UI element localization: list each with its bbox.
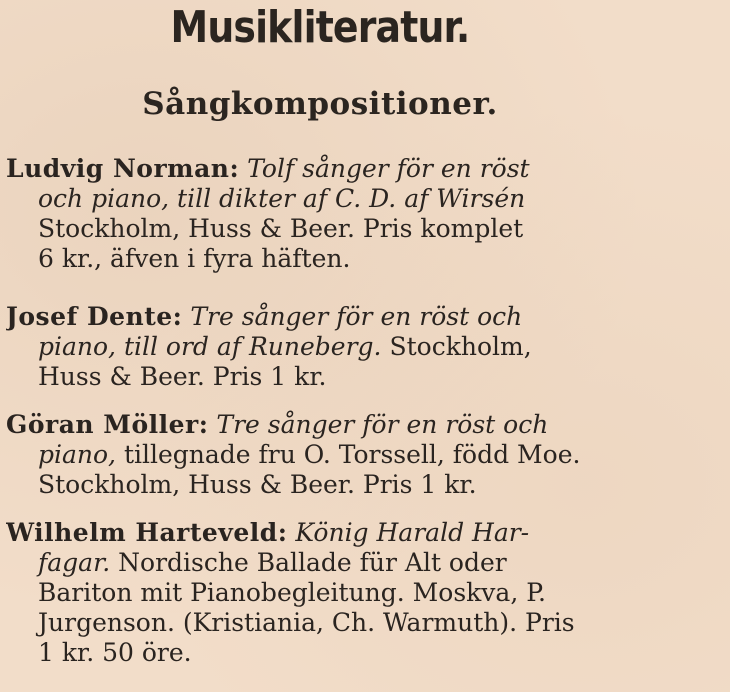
publisher-info: Jurgenson. (Kristiania, Ch. Warmuth). Pris <box>38 608 575 637</box>
entry-line <box>6 184 722 214</box>
entry-line <box>6 154 722 184</box>
listing-entry-norman <box>6 154 722 274</box>
price-info: Stockholm, Huss & Beer. Pris 1 kr. <box>38 470 477 499</box>
publisher-info: Stockholm, Huss & Beer. Pris komplet <box>38 214 524 243</box>
work-title: piano, till ord af Runeberg. <box>38 332 382 361</box>
work-title: Tre sånger för en röst och <box>216 410 549 439</box>
entry-line <box>6 410 722 440</box>
entry-line <box>6 638 722 668</box>
publisher-info: Stockholm, <box>389 332 532 361</box>
composer-name: Göran Möller: <box>6 410 209 439</box>
description-info: Bariton mit Pianobegleitung. Moskva, P. <box>38 578 546 607</box>
entry-line <box>6 548 722 578</box>
work-title: och piano, till dikter af C. D. af Wirsén <box>38 184 526 213</box>
entry-line <box>6 332 722 362</box>
listing-entry-harteveld <box>6 518 722 668</box>
work-title: fagar. <box>38 548 111 577</box>
work-title: piano, <box>38 440 117 469</box>
entry-line <box>6 214 722 244</box>
work-title: Tre sånger för en röst och <box>190 302 523 331</box>
work-title: König Harald Har- <box>295 518 530 547</box>
entry-line <box>6 440 722 470</box>
page-title: Musikliteratur. <box>170 2 470 53</box>
work-title: Tolf sånger för en röst <box>247 154 530 183</box>
entry-line <box>6 302 722 332</box>
entry-line <box>6 470 722 500</box>
description-info: Nordische Ballade für Alt oder <box>118 548 507 577</box>
composer-name: Josef Dente: <box>6 302 183 331</box>
entry-line <box>6 578 722 608</box>
section-subtitle: Sångkompositioner. <box>142 86 498 122</box>
entry-line <box>6 608 722 638</box>
entry-line <box>6 362 722 392</box>
composer-name: Ludvig Norman: <box>6 154 240 183</box>
composer-name: Wilhelm Harteveld: <box>6 518 288 547</box>
price-info: 1 kr. 50 öre. <box>38 638 192 667</box>
entry-line <box>6 244 722 274</box>
price-info: Huss & Beer. Pris 1 kr. <box>38 362 327 391</box>
listing-entry-moller <box>6 410 722 500</box>
price-info: 6 kr., äfven i fyra häften. <box>38 244 351 273</box>
dedication-info: tillegnade fru O. Torssell, född Moe. <box>123 440 581 469</box>
listing-entry-dente <box>6 302 722 392</box>
entry-line <box>6 518 722 548</box>
